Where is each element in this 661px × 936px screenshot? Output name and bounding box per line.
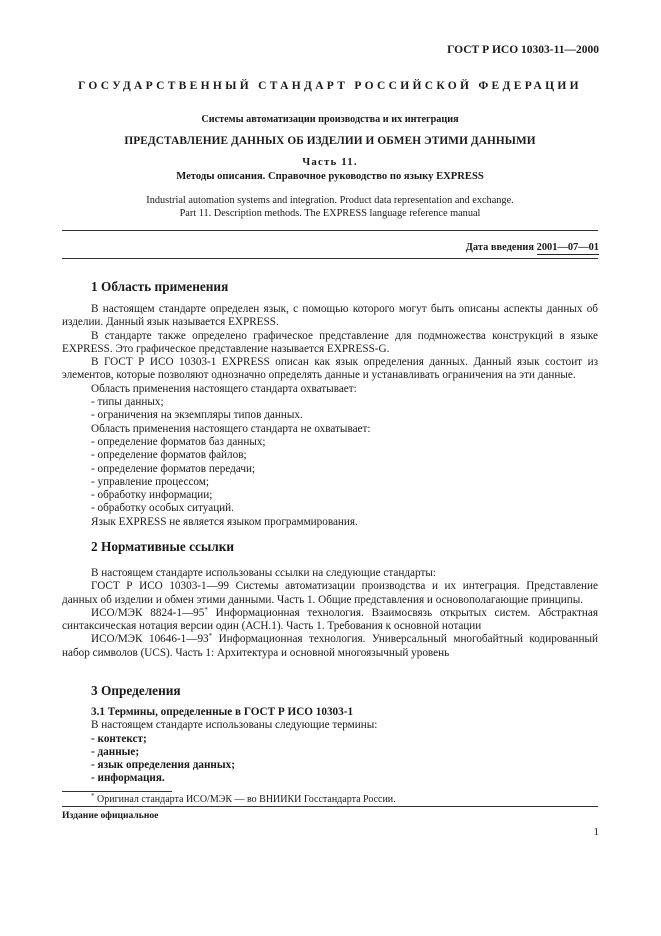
section3-heading: 3 Определения bbox=[91, 683, 181, 698]
section3-body bbox=[62, 706, 598, 786]
footnote-marker: * bbox=[204, 605, 208, 614]
national-standard-banner: ГОСУДАРСТВЕННЫЙ СТАНДАРТ РОССИЙСКОЙ ФЕДЕРАЦИИ bbox=[78, 80, 582, 92]
reference-text: Информационная технология. Взаимосвязь открытых систем. Абстрактная синтаксическая нотация версии один (АСН.1). Часть 1. Требования к основной нотации bbox=[62, 606, 599, 633]
date-divider bbox=[62, 258, 598, 259]
page-number: 1 bbox=[593, 826, 599, 838]
reference-item bbox=[62, 633, 598, 660]
excludes-intro: Область применения настоящего стандарта не охватывает: bbox=[91, 422, 371, 435]
footnote-mark: * bbox=[91, 792, 95, 800]
list-item: - типы данных; bbox=[91, 396, 164, 409]
reference-code: ИСО/МЭК 8824-1—95 bbox=[91, 606, 205, 619]
part-label: Часть 11. bbox=[302, 156, 358, 168]
english-title-line2: Part 11. Description methods. The EXPRESS language reference manual bbox=[179, 208, 481, 219]
list-item: - определение форматов файлов; bbox=[91, 449, 247, 462]
section2-body bbox=[62, 567, 598, 660]
term-item: - информация. bbox=[91, 772, 165, 785]
section1-closing: Язык EXPRESS не является языком программирования. bbox=[91, 515, 358, 528]
standard-code: ГОСТ Р ИСО 10303-11—2000 bbox=[447, 44, 599, 56]
reference-item: ГОСТ Р ИСО 10303-1—99 Системы автоматизации производства и их интеграция. Представление данных об изделии и обмен этими данными. Часть 1. Общие представления и основополагающие принципы. bbox=[62, 580, 598, 606]
footnote-divider bbox=[62, 791, 172, 792]
edition-divider bbox=[62, 806, 598, 807]
section1-body bbox=[62, 303, 598, 529]
terms-intro: В настоящем стандарте использованы следующие термины: bbox=[91, 719, 378, 732]
list-item: - обработку особых ситуаций. bbox=[91, 502, 234, 515]
footnote-text: Оригинал стандарта ИСО/МЭК — во ВНИИКИ Госстандарта России. bbox=[94, 794, 396, 805]
section1-paragraph: В стандарте также определено графическое представление для подмножества конструкций в языке EXPRESS. Это графическое представление называется EXPRESS-G. bbox=[62, 329, 598, 355]
section1-heading: 1 Область применения bbox=[91, 279, 229, 294]
effective-date bbox=[466, 241, 599, 254]
effective-date-value: 2001—07—01 bbox=[536, 242, 599, 253]
footnote bbox=[91, 793, 396, 806]
list-item: - определение форматов передачи; bbox=[91, 462, 256, 475]
edition-note: Издание официальное bbox=[62, 810, 159, 821]
reference-code: ИСО/МЭК 10646-1—93 bbox=[91, 633, 209, 646]
section2-heading: 2 Нормативные ссылки bbox=[91, 539, 235, 554]
main-title: ПРЕДСТАВЛЕНИЕ ДАННЫХ ОБ ИЗДЕЛИИ И ОБМЕН ЭТИМИ ДАННЫМИ bbox=[124, 135, 536, 147]
series-title: Системы автоматизации производства и их интеграция bbox=[201, 114, 459, 125]
list-item: - обработку информации; bbox=[91, 489, 213, 502]
list-item: - ограничения на экземпляры типов данных. bbox=[91, 409, 303, 422]
part-subtitle: Методы описания. Справочное руководство по языку EXPRESS bbox=[176, 171, 484, 182]
list-item: - управление процессом; bbox=[91, 475, 209, 488]
reference-text: Информационная технология. Универсальный многобайтный кодированный набор символов (UCS). Часть 1: Архитектура и основной многоязычный уровень bbox=[62, 633, 598, 659]
english-title-line1: Industrial automation systems and integration. Product data representation and exchange. bbox=[146, 195, 514, 206]
section3-subheading: 3.1 Термины, определенные в ГОСТ Р ИСО 10303-1 bbox=[91, 706, 354, 718]
covers-intro: Область применения настоящего стандарта охватывает: bbox=[91, 382, 357, 395]
list-item: - определение форматов баз данных; bbox=[91, 435, 266, 448]
term-item: - язык определения данных; bbox=[91, 759, 235, 772]
footnote-marker: * bbox=[208, 632, 213, 641]
section1-paragraph: В ГОСТ Р ИСО 10303-1 EXPRESS описан как язык определения данных. Данный язык состоит из элементов, которые позволяют однозначно определять данные и устанавливать ограничения на эти данные. bbox=[62, 356, 598, 382]
reference-item bbox=[62, 607, 598, 634]
references-intro: В настоящем стандарте использованы ссылки на следующие стандарты: bbox=[91, 567, 436, 579]
term-item: - контекст; bbox=[91, 732, 147, 745]
section1-paragraph: В настоящем стандарте определен язык, с помощью которого могут быть описаны аспекты данных об изделии. Данный язык называется EXPRESS. bbox=[62, 303, 598, 329]
effective-date-label: Дата введения bbox=[465, 242, 535, 253]
title-divider bbox=[62, 230, 598, 231]
term-item: - данные; bbox=[91, 745, 140, 758]
